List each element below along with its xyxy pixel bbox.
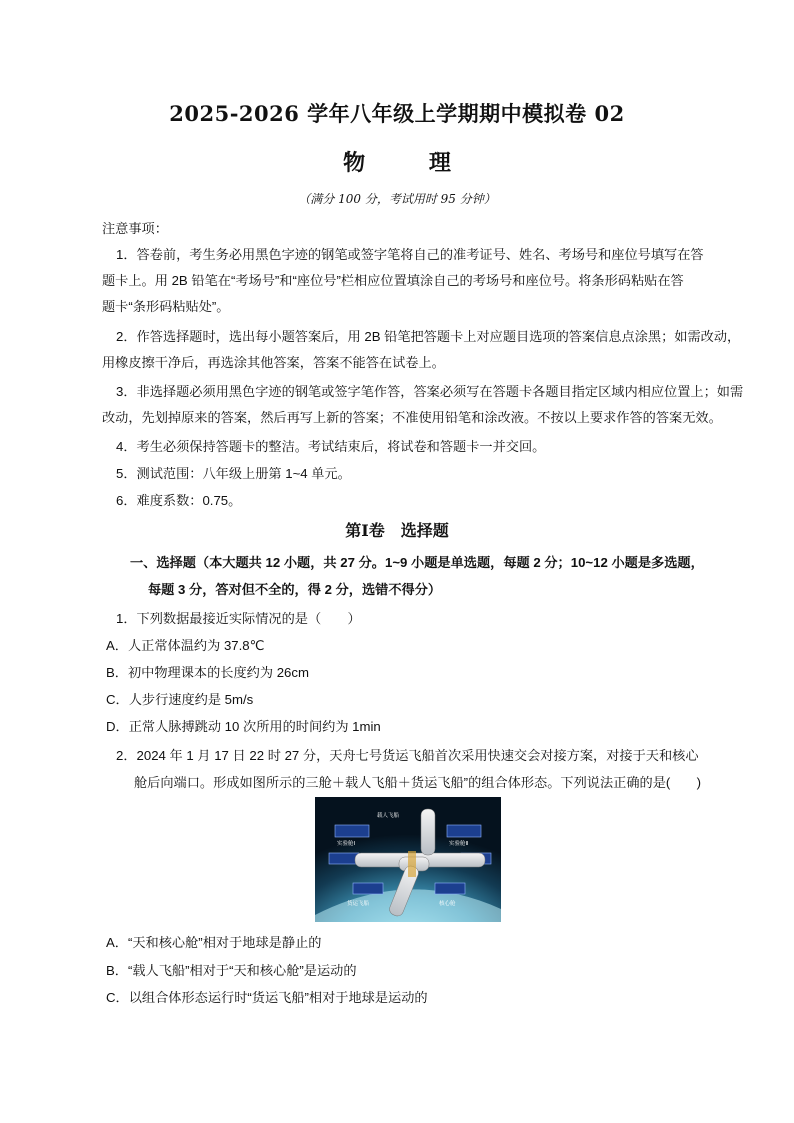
space-station-figure [315, 797, 501, 922]
question-2-option-a: A．“天和核心舱”相对于地球是静止的 [106, 935, 322, 950]
question-2-option-c: C．以组合体形态运行时“货运飞船”相对于地球是运动的 [106, 990, 428, 1005]
crew-ship-body [421, 809, 435, 855]
notice-item-4: 4．考生必须保持答题卡的整洁。考试结束后，将试卷和答题卡一并交回。 [116, 439, 546, 454]
notice-item-5: 5．测试范围：八年级上册第 1~4 单元。 [116, 466, 351, 481]
exam-meta: （满分 100 分，考试用时 95 分钟） [298, 192, 496, 206]
notice-heading: 注意事项： [102, 221, 168, 236]
question-1-stem: 1．下列数据最接近实际情况的是（ ） [116, 611, 361, 626]
section-name: 选择题 [400, 521, 449, 540]
question-2-stem-line-2: 舱后向端口。形成如图所示的三舱＋载人飞船＋货运飞船”的组合体形态。下列说法正确的是( ) [134, 775, 702, 790]
notice-item-6: 6．难度系数：0.75。 [116, 493, 242, 508]
question-1-option-b: B．初中物理课本的长度约为 26cm [106, 665, 309, 680]
figure-label-core: 核心舱 [439, 901, 456, 907]
question-1-option-c: C．人步行速度约是 5m/s [106, 692, 254, 707]
section-title [0, 518, 794, 541]
question-1-option-a: A．人正常体温约为 37.8℃ [106, 638, 265, 653]
question-2-stem-line-1: 2．2024 年 1 月 17 日 22 时 27 分，天舟七号货运飞船首次采用快速交会对接方案，对接于天和核心 [116, 748, 699, 763]
notice-item-1-line-2: 题卡上。用 2B 铅笔在“考场号”和“座位号”栏相应位置填涂自己的考场号和座位号。将条形码粘贴在答 [102, 273, 684, 288]
gold-band [408, 851, 416, 877]
question-2-option-b: B．“载人飞船”相对于“天和核心舱”是运动的 [106, 963, 357, 978]
notice-item-1-line-1: 1．答卷前，考生务必用黑色字迹的钢笔或签字笔将自己的准考证号、姓名、考场号和座位号填写在答 [116, 247, 704, 262]
part-one-heading-line-2: 每题 3 分，答对但不全的，得 2 分，选错不得分） [148, 582, 442, 597]
notice-item-2-line-2: 用橡皮擦干净后，再选涂其他答案，答案不能答在试卷上。 [102, 355, 445, 370]
exam-title: 2025-2026 学年八年级上学期期中模拟卷 02 [169, 101, 625, 126]
figure-label-lab2: 实验舱Ⅱ [449, 841, 469, 847]
figure-label-crew: 载人飞船 [377, 813, 400, 819]
section-part: 第Ⅰ卷 [345, 521, 385, 540]
question-1-option-d: D．正常人脉搏跳动 10 次所用的时间约为 1min [106, 719, 381, 734]
space-station-illustration [315, 797, 501, 922]
figure-label-lab1: 实验舱Ⅰ [337, 841, 356, 847]
notice-item-3-line-2: 改动，先划掉原来的答案，然后再写上新的答案；不准使用铅笔和涂改液。不按以上要求作答的答案无效。 [102, 410, 722, 425]
notice-item-1-line-3: 题卡“条形码粘贴处”。 [102, 299, 230, 314]
part-one-heading-line-1: 一、选择题（本大题共 12 小题，共 27 分。1~9 小题是单选题，每题 2 分；10~12 小题是多选题， [130, 555, 704, 570]
figure-label-cargo: 货运飞船 [347, 901, 370, 907]
subject-title: 物 理 [343, 150, 479, 176]
notice-item-3-line-1: 3．非选择题必须用黑色字迹的钢笔或签字笔作答，答案必须写在答题卡各题目指定区域内相应位置上；如需 [116, 384, 744, 399]
notice-item-2-line-1: 2．作答选择题时，选出每小题答案后，用 2B 铅笔把答题卡上对应题目选项的答案信息点涂黑；如需改动， [116, 329, 741, 344]
